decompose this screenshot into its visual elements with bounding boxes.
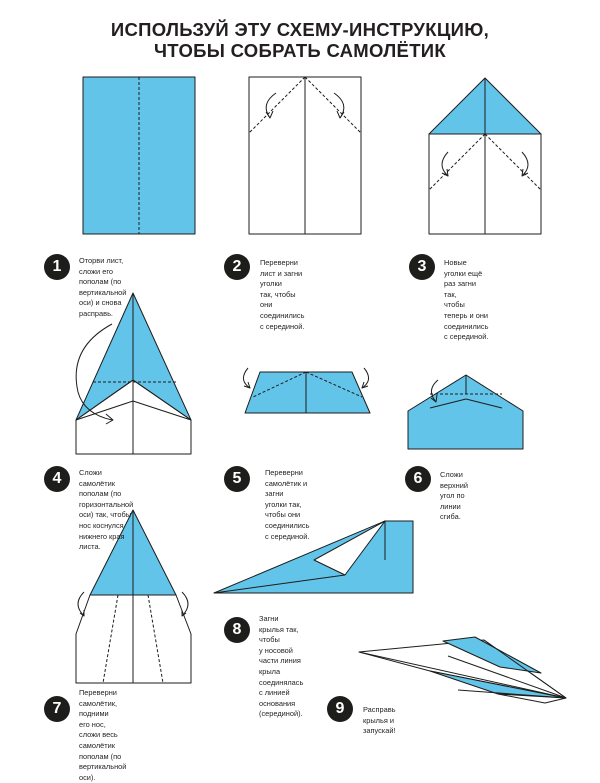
step-6-illustration xyxy=(408,375,523,449)
step-6-number: 6 xyxy=(405,466,431,492)
step-1-caption: Оторви лист, сложи его пополам (по вертикальной оси) и снова расправь. xyxy=(79,256,127,318)
page-title-line-1: ИСПОЛЬЗУЙ ЭТУ СХЕМУ-ИНСТРУКЦИЮ, xyxy=(110,19,490,40)
step-9-caption: Расправь крылья и запускай! xyxy=(363,705,396,736)
step-7-caption: Переверни самолётик, подними его нос, сложи весь самолётик пополам (по вертикальной оси). xyxy=(79,688,127,782)
step-9-number: 9 xyxy=(327,696,353,722)
step-3-illustration xyxy=(429,78,541,234)
page-title-line-2: ЧТОБЫ СОБРАТЬ САМОЛЁТИК xyxy=(154,40,446,61)
step-5-number: 5 xyxy=(224,466,250,492)
step-3-caption: Новые уголки ещё раз загни так, чтобы теперь и они соединились с серединой. xyxy=(444,258,489,342)
step-8-illustration xyxy=(214,521,413,593)
step-5-illustration xyxy=(243,368,370,413)
step-8-caption: Загни крылья так, чтобы у носовой части линия крыла соединялась с линией основания (серединой). xyxy=(259,614,304,719)
step-2-illustration xyxy=(249,77,361,234)
step-9-illustration xyxy=(359,637,566,703)
step-4-number: 4 xyxy=(44,466,70,492)
step-8-number: 8 xyxy=(224,617,250,643)
step-2-caption: Переверни лист и загни уголки так, чтобы они соединились с серединой. xyxy=(260,258,305,331)
step-6-caption: Сложи верхний угол по линии сгиба. xyxy=(440,470,469,522)
step-5-caption: Переверни самолётик и загни уголки так, чтобы они соединились с серединой. xyxy=(265,468,310,541)
step-7-number: 7 xyxy=(44,696,70,722)
step-4-caption: Сложи самолётик пополам (по горизонтальной оси) так, чтобы нос коснулся нижнего края листа. xyxy=(79,468,134,552)
step-2-number: 2 xyxy=(224,254,250,280)
step-1-number: 1 xyxy=(44,254,70,280)
step-1-illustration xyxy=(83,77,195,234)
step-3-number: 3 xyxy=(409,254,435,280)
